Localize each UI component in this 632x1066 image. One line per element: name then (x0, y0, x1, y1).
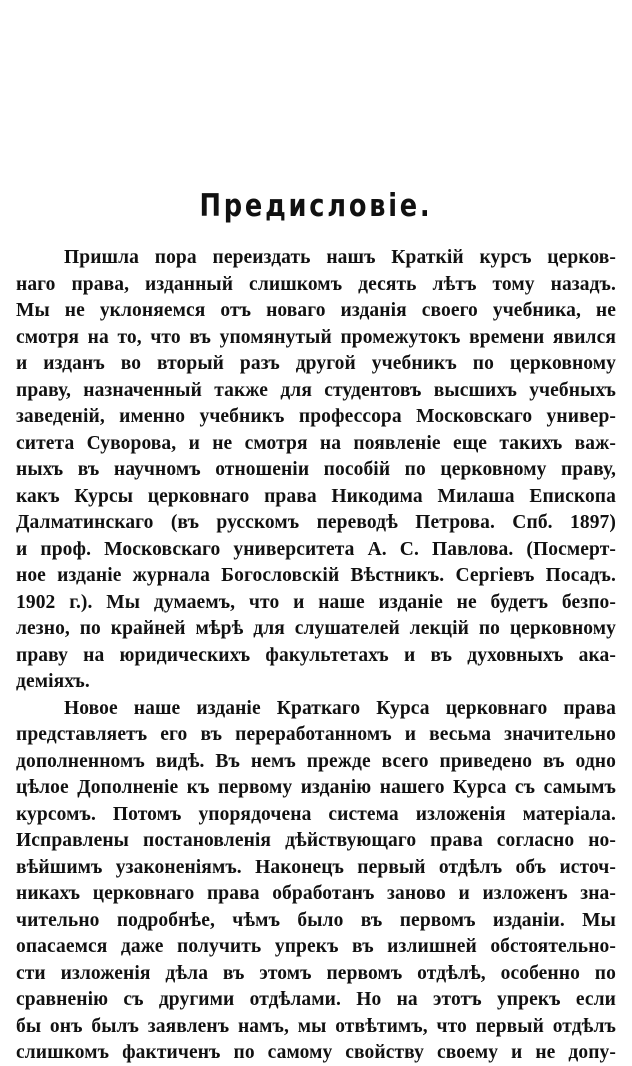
text-line: наго права, изданный слишкомъ десять лѣтъ тому назадъ. (16, 273, 616, 295)
text-line: ныхъ въ научномъ отношеніи пособій по церковному праву, (16, 459, 616, 480)
text-line: 1902 г.). Мы думаемъ, что и наше изданіе не будетъ безпо- (16, 591, 616, 613)
text-line: чительно подробнѣе, чѣмъ было въ первомъ изданіи. Мы (16, 909, 616, 931)
text-line: курсомъ. Потомъ упорядочена система изложенія матеріала. (16, 803, 616, 825)
text-line: вѣйшимъ узаконеніямъ. Наконецъ первый отдѣлъ объ источ- (16, 856, 616, 878)
text-line: заведеній, именно учебникъ профессора Московскаго универ- (16, 406, 616, 427)
text-line: Пришла пора переиздать нашъ Краткій курсъ церков- (64, 247, 616, 268)
text-line: опасаемся даже получить упрекъ въ излишней обстоятельно- (16, 936, 616, 957)
text-line: Новое наше изданіе Краткаго Курса церковнаго права (64, 697, 616, 719)
text-line: сти изложенія дѣла въ этомъ первомъ отдѣлѣ, особенно по (16, 962, 616, 984)
text-line: и проф. Московскаго университета А. С. Павлова. (Посмерт- (16, 538, 616, 560)
text-line: Мы не уклоняемся отъ новаго изданія своего учебника, не (16, 300, 616, 321)
text-line: дополненномъ видѣ. Въ немъ прежде всего приведено въ одно (16, 750, 616, 772)
text-line: лезно, по крайней мѣрѣ для слушателей лекцій по церковному (16, 618, 616, 639)
text-line: Далматинскаго (въ русскомъ переводѣ Петрова. Спб. 1897) (16, 512, 616, 533)
text-line: никахъ церковнаго права обработанъ заново и изложенъ зна- (16, 883, 616, 904)
text-line: сравненію съ другими отдѣлами. Но на этотъ упрекъ если (16, 989, 616, 1010)
text-line: цѣлое Дополненіе къ первому изданію нашего Курса съ самымъ (16, 777, 616, 798)
text-line: ситета Суворова, и не смотря на появленіе еще такихъ важ- (16, 432, 616, 454)
text-line: слишкомъ фактиченъ по самому свойству своему и не допу- (16, 1042, 616, 1063)
text-line: Исправлены постановленія дѣйствующаго права согласно но- (16, 830, 616, 851)
text-line: и изданъ во вторый разъ другой учебникъ по церковному (16, 353, 616, 374)
text-line: бы онъ былъ заявленъ намъ, мы отвѣтимъ, что первый отдѣлъ (16, 1015, 616, 1037)
text-line: деміяхъ. (16, 671, 90, 692)
text-line: ное изданіе журнала Богословскій Вѣстникъ. Сергіевъ Посадъ. (16, 565, 616, 586)
text-line: праву на юридическихъ факультетахъ и въ духовныхъ ака- (16, 644, 616, 666)
text-line: представляетъ его въ переработанномъ и весьма значительно (16, 724, 616, 745)
text-line: какъ Курсы церковнаго права Никодима Милаша Епископа (16, 485, 616, 507)
text-line: праву, назначенный также для студентовъ высшихъ учебныхъ (16, 379, 616, 401)
chapter-heading: Предисловіе. (199, 188, 433, 224)
text-line: смотря на то, что въ упомянутый промежутокъ времени явился (16, 326, 616, 348)
